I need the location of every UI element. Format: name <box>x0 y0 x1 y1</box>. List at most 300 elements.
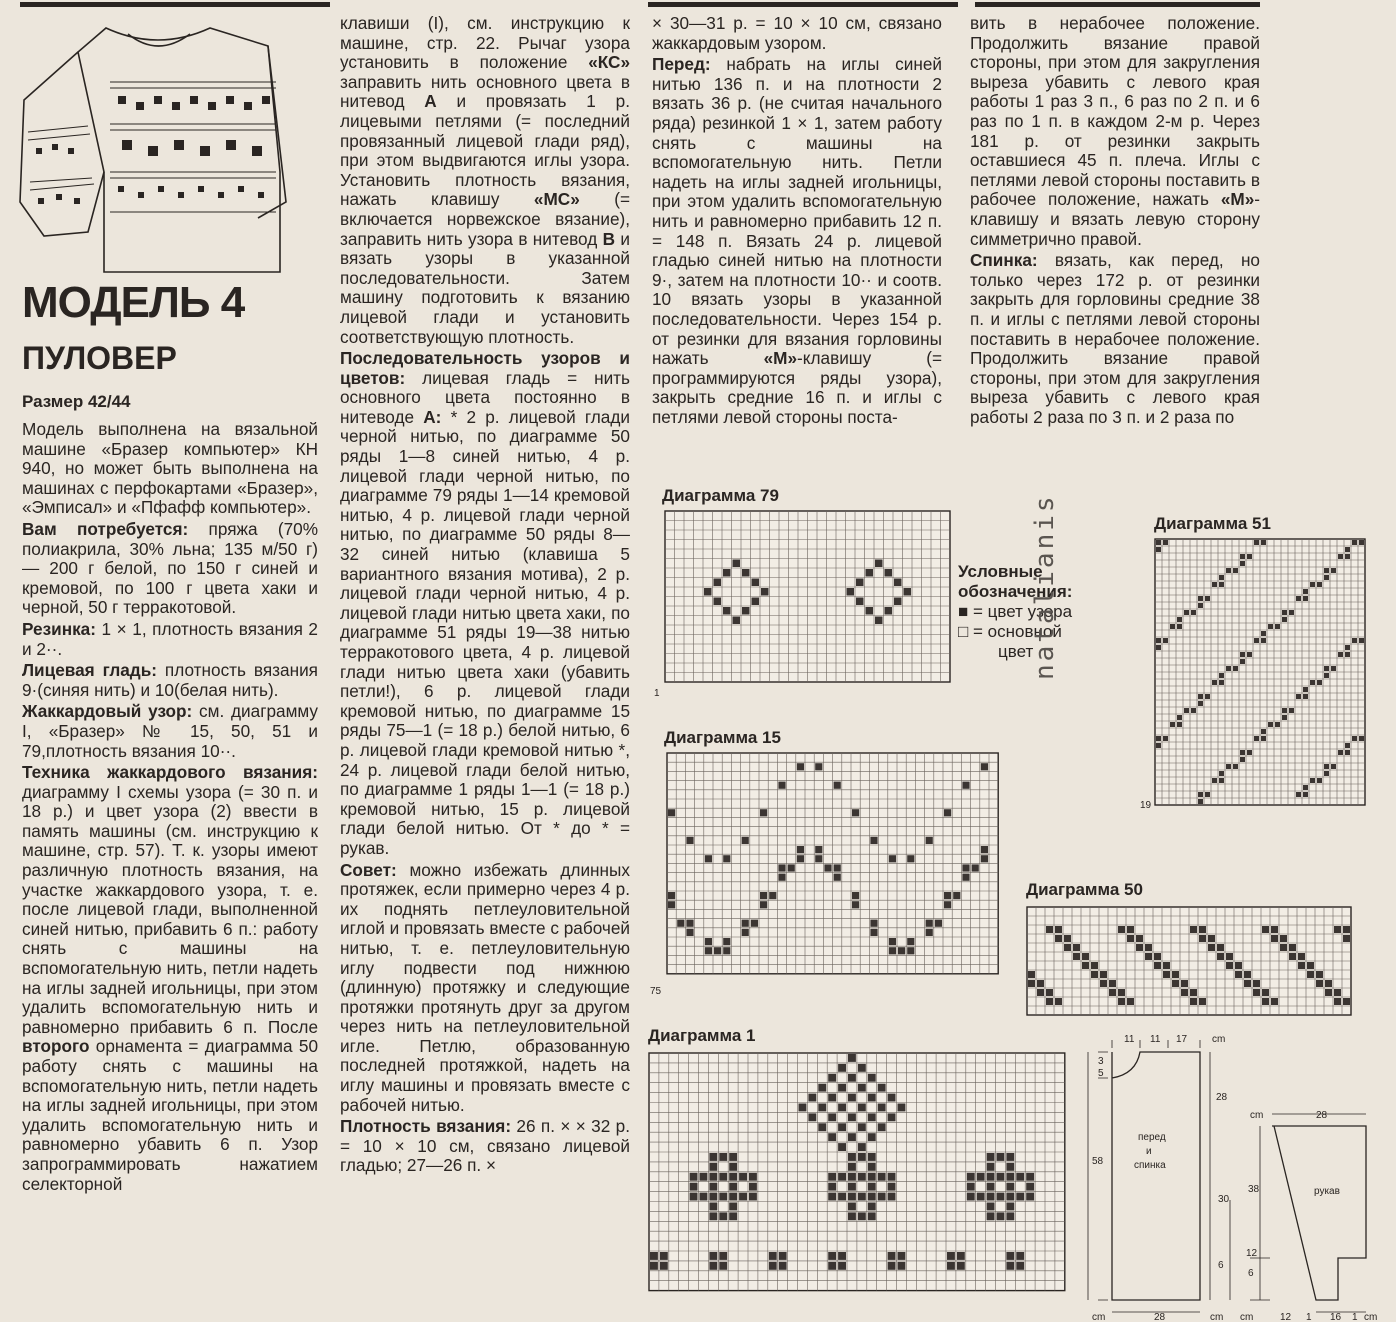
paragraph <box>970 14 1260 249</box>
pattern-cell <box>723 947 730 954</box>
pattern-cell <box>742 837 749 844</box>
pattern-cell <box>1310 778 1315 783</box>
pattern-cell <box>981 763 988 770</box>
diagram-79-grid <box>664 510 951 683</box>
pattern-cell <box>1345 645 1350 650</box>
pattern-cell <box>838 1143 846 1151</box>
pattern-cell <box>1247 652 1252 657</box>
rule-segment <box>975 2 1260 7</box>
pattern-cell <box>1170 624 1175 629</box>
pattern-cell <box>1118 926 1125 933</box>
paragraph <box>340 349 630 858</box>
pattern-cell <box>1181 980 1188 987</box>
pattern-cell <box>828 1262 836 1270</box>
pattern-cell <box>1289 953 1296 960</box>
pattern-cell <box>1352 736 1357 741</box>
pattern-cell <box>997 1153 1005 1161</box>
diagram-1-grid <box>648 1052 1066 1292</box>
dim-11: 11 <box>1124 1034 1135 1045</box>
pattern-cell <box>723 569 731 577</box>
pattern-cell <box>878 1123 886 1131</box>
text-run: диаграмму I схемы узора (= 30 п. и 18 р.) и цвет узора (2) ввести в память машины (см. инструкцию к машине, стр. 57). Т. к. узоры имеют различную плотность вязания, на участке жаккардового узора, т. е. после лицевой глади, выполненной синей нитью, прибавить 6 п.: работу снять с машины на вспомогательную нить, петли надеть на иглы задней игольницы, при этом удалить вспомогательную нить и равномерно прибавить 6 п. После <box>22 781 318 1037</box>
pattern-cell <box>868 1074 876 1082</box>
pattern-cell <box>1343 935 1350 942</box>
pattern-cell <box>779 1252 787 1260</box>
dim-1: 1 <box>1352 1312 1358 1322</box>
pattern-cell <box>944 901 951 908</box>
pattern-cell <box>1199 935 1206 942</box>
pattern-cell <box>987 1173 995 1181</box>
pattern-cell <box>709 1173 717 1181</box>
pattern-cell <box>858 1193 866 1201</box>
text-run: «М» <box>763 348 798 369</box>
paragraph <box>340 861 630 1116</box>
pattern-cell <box>834 782 841 789</box>
pattern-cell <box>858 1123 866 1131</box>
text-run: Перед: <box>652 54 711 75</box>
pattern-cell <box>1324 568 1329 573</box>
pattern-cell <box>848 1113 856 1121</box>
pattern-cell <box>878 1104 886 1112</box>
pattern-cell <box>1037 980 1044 987</box>
pattern-cell <box>828 1094 836 1102</box>
model-title: МОДЕЛЬ 4 <box>22 278 245 327</box>
pattern-cell <box>898 1252 906 1260</box>
text-run: 26 п. × × 32 р. = 10 × 10 см, связано лицевой гладью; 27—26 п. × <box>340 1116 630 1176</box>
pattern-cell <box>1156 638 1161 643</box>
text-run: * 2 р. лицевой глади черной нитью, по диаграмме 50 ряды 1—8 синей нитью, 4 р. лицевой глади черной нитью, по диаграмме 79 ряды 1—14 кремовой нитью, 4 р. лицевой глади черной нитью, по диаграмме 50 ряды 8—32 синей нитью (клавиша 5 вариантного вязания мотива), 2 р. лицевой глади черной нитью, 4 р. лицевой глади нитью цвета хаки, по диаграмме 51 ряды 19—38 нитью терракотового цвета, 4 р. лицевой глади нитью цвета хаки (убавить петли!), 6 р. лицевой глади кремовой нитью, по диаграмме 15 ряды 75—1 (= 18 р.) белой нитью, 6 р. лицевой глади кремовой нитью *, 24 р. лицевой глади белой нитью, по диаграмме 1 ряды 1—1 (= 18 р.) кремовой нитью, 15 р. лицевой глади белой нитью. От * до * = рукав. <box>340 406 630 858</box>
pattern-cell <box>870 837 877 844</box>
pattern-cell <box>838 1193 846 1201</box>
pattern-cell <box>705 855 712 862</box>
pattern-cell <box>1219 575 1224 580</box>
text-run: и провязать 1 р. лицевыми петлями (= последний провязанный лицевой глади ряд), при этом выдвигаются иглы узора. Установить плотность вязания, нажать клавишу <box>340 91 630 210</box>
pattern-cell <box>769 1252 777 1260</box>
pattern-cell <box>650 1252 658 1260</box>
pattern-cell <box>868 1113 876 1121</box>
pattern-cell <box>962 864 969 871</box>
pattern-cell <box>1184 610 1189 615</box>
pattern-cell <box>797 846 804 853</box>
pattern-cell <box>1006 1193 1014 1201</box>
dim-17: 17 <box>1176 1034 1188 1045</box>
pattern-cell <box>1268 624 1273 629</box>
pattern-cell <box>1191 708 1196 713</box>
pattern-cell <box>1296 596 1301 601</box>
pattern-cell <box>848 1133 856 1141</box>
diagram-51-row-label: 19 <box>1140 800 1152 811</box>
dim-28: 28 <box>1216 1092 1228 1103</box>
pattern-cell <box>1359 736 1364 741</box>
dim-28: 28 <box>1154 1312 1166 1322</box>
legend-title: Условные обозначения: <box>958 562 1073 601</box>
pattern-cell <box>1359 540 1364 545</box>
text-run: «МС» <box>533 189 580 210</box>
pattern-cell <box>1233 666 1238 671</box>
pattern-cell <box>838 1252 846 1260</box>
pattern-cell <box>1163 638 1168 643</box>
pattern-cell <box>709 1163 717 1171</box>
pattern-cell <box>1082 953 1089 960</box>
pattern-cell <box>848 1094 856 1102</box>
pattern-cell <box>729 1203 737 1211</box>
pattern-cell <box>926 837 933 844</box>
pattern-cell <box>858 1104 866 1112</box>
pattern-cell <box>898 1104 906 1112</box>
text-run: заправить нить основного цвета в нитевод <box>340 71 630 112</box>
pattern-cell <box>749 1183 757 1191</box>
pattern-cell <box>1254 638 1259 643</box>
pattern-cell <box>858 1084 866 1092</box>
pattern-cell <box>705 947 712 954</box>
pattern-cell <box>1028 971 1035 978</box>
pattern-cell <box>723 855 730 862</box>
pattern-cell <box>686 920 693 927</box>
pattern-cell <box>824 864 831 871</box>
pattern-cell <box>709 1252 717 1260</box>
pattern-cell <box>1261 729 1266 734</box>
pattern-cell <box>818 1104 826 1112</box>
pattern-cell <box>1127 935 1134 942</box>
pattern-cell <box>1006 1252 1014 1260</box>
top-rule <box>0 0 1396 8</box>
pattern-cell <box>1338 750 1343 755</box>
pattern-cell <box>1338 652 1343 657</box>
pattern-cell <box>797 855 804 862</box>
text-run: 1 × 1, плотность вязания 2 и 2··. <box>22 618 318 659</box>
paragraph <box>652 14 942 53</box>
pattern-cell <box>709 1203 717 1211</box>
pattern-cell <box>858 1143 866 1151</box>
garment-schematic <box>1080 1030 1380 1322</box>
pattern-cell <box>709 1153 717 1161</box>
pattern-cell <box>878 1193 886 1201</box>
pattern-cell <box>838 1084 846 1092</box>
pattern-cell <box>947 1252 955 1260</box>
pattern-cell <box>760 901 767 908</box>
pattern-cell <box>1280 935 1287 942</box>
pattern-cell <box>668 901 675 908</box>
pattern-cell <box>1205 694 1210 699</box>
pattern-cell <box>1303 785 1308 790</box>
pattern-cell <box>1334 998 1341 1005</box>
pattern-cell <box>1303 589 1308 594</box>
pattern-cell <box>1190 989 1197 996</box>
pattern-cell <box>1100 980 1107 987</box>
pattern-cell <box>1338 554 1343 559</box>
pattern-cell <box>729 1183 737 1191</box>
paragraph <box>22 420 318 518</box>
front-label: и <box>1146 1146 1152 1157</box>
pattern-cell <box>870 920 877 927</box>
pattern-cell <box>668 892 675 899</box>
pattern-cell <box>650 1262 658 1270</box>
pattern-cell <box>1345 652 1350 657</box>
pattern-cell <box>1307 962 1314 969</box>
pattern-cell <box>888 1262 896 1270</box>
pattern-cell <box>739 1173 747 1181</box>
paragraph <box>22 702 318 761</box>
legend <box>958 562 1098 662</box>
paragraph <box>22 520 318 618</box>
pattern-cell <box>709 1183 717 1191</box>
pattern-cell <box>926 920 933 927</box>
pattern-cell <box>1310 582 1315 587</box>
pattern-cell <box>1073 944 1080 951</box>
pattern-cell <box>1190 998 1197 1005</box>
pattern-cell <box>967 1183 975 1191</box>
pattern-cell <box>868 1153 876 1161</box>
pattern-cell <box>1247 750 1252 755</box>
dim-cm: cm <box>1092 1312 1106 1322</box>
pattern-cell <box>889 938 896 945</box>
pattern-cell <box>815 855 822 862</box>
pattern-cell <box>815 763 822 770</box>
pattern-cell <box>885 607 893 615</box>
text-run: Плотность вязания: <box>340 1116 512 1137</box>
pattern-cell <box>828 1074 836 1082</box>
text-run: В <box>602 228 616 249</box>
diagram-79-title: Диаграмма 79 <box>662 486 779 505</box>
pattern-cell <box>1261 638 1266 643</box>
pattern-cell <box>848 1163 856 1171</box>
pattern-cell <box>1055 935 1062 942</box>
pattern-cell <box>1156 547 1161 552</box>
dim-1: 1 <box>1306 1312 1312 1322</box>
model-subtitle: ПУЛОВЕР <box>22 340 177 376</box>
text-run: А <box>424 91 437 112</box>
pattern-cell <box>838 1104 846 1112</box>
pattern-cell <box>1046 926 1053 933</box>
pattern-cell <box>848 1074 856 1082</box>
pattern-cell <box>1136 944 1143 951</box>
pattern-cell <box>818 1123 826 1131</box>
pattern-cell <box>1154 953 1161 960</box>
pattern-cell <box>799 1104 807 1112</box>
pattern-cell <box>1261 736 1266 741</box>
pattern-cell <box>1177 624 1182 629</box>
pattern-cell <box>856 598 864 606</box>
pattern-cell <box>686 837 693 844</box>
pattern-cell <box>1145 944 1152 951</box>
pattern-cell <box>668 809 675 816</box>
pattern-cell <box>888 1193 896 1201</box>
pattern-cell <box>1325 989 1332 996</box>
pattern-cell <box>797 763 804 770</box>
pattern-cell <box>981 846 988 853</box>
paragraph <box>652 55 942 427</box>
pattern-cell <box>856 579 864 587</box>
pattern-cell <box>962 782 969 789</box>
pattern-cell <box>1282 708 1287 713</box>
text-run: вить в нерабочее положение. Продолжить вязание правой стороны, при этом для закругления выреза убавить с левого края работы 1 раз 3 п., 6 раз по 2 п. и 6 раз по 1 п. в каждом 2-м р. Через 181 р. от резинки закрыть оставшиеся 45 п. плеча. Иглы с петлями левой стороны поставить в рабочее положение, нажать <box>970 13 1260 210</box>
pattern-cell <box>889 947 896 954</box>
pattern-cell <box>788 864 795 871</box>
pattern-cell <box>723 607 731 615</box>
text-run: -клавишу (= программируются ряды узора), закрыть средние 16 п. и иглы с петлями левой стороны поста- <box>652 348 942 427</box>
pattern-cell <box>1226 764 1231 769</box>
pattern-cell <box>760 809 767 816</box>
pattern-cell <box>1359 638 1364 643</box>
diagram-15-row-label: 75 <box>650 986 662 997</box>
pattern-cell <box>1026 1193 1034 1201</box>
text-run: «КС» <box>588 52 630 73</box>
pattern-cell <box>1235 971 1242 978</box>
text-column-3 <box>652 14 942 429</box>
pattern-cell <box>1055 926 1062 933</box>
text-column-2 <box>340 14 630 1178</box>
pattern-cell <box>1261 631 1266 636</box>
pattern-cell <box>733 560 741 568</box>
pattern-cell <box>828 1183 836 1191</box>
pattern-cell <box>868 1163 876 1171</box>
pattern-cell <box>1289 708 1294 713</box>
pattern-cell <box>1280 944 1287 951</box>
pattern-cell <box>1268 722 1273 727</box>
pattern-cell <box>1226 953 1233 960</box>
pattern-cell <box>729 1193 737 1201</box>
pattern-cell <box>875 617 883 625</box>
pattern-cell <box>677 920 684 927</box>
pattern-cell <box>1233 568 1238 573</box>
pattern-cell <box>1316 980 1323 987</box>
pattern-cell <box>714 598 722 606</box>
pattern-cell <box>987 1163 995 1171</box>
dim-5: 5 <box>1098 1068 1104 1079</box>
pattern-cell <box>1324 764 1329 769</box>
pattern-cell <box>907 855 914 862</box>
pattern-cell <box>1271 998 1278 1005</box>
pattern-cell <box>1324 673 1329 678</box>
text-run: орнамента = диаграмма 50 работу снять с машины на вспомогательную нить, петли надеть на иглы задней игольницы, при этом удалить вспомогательную нить и равномерно убавить 6 п. Узор запрограммировать нажатием селекторной <box>22 1036 318 1194</box>
pattern-cell <box>1345 547 1350 552</box>
pattern-cell <box>1325 980 1332 987</box>
pattern-cell <box>690 1193 698 1201</box>
pattern-cell <box>714 947 721 954</box>
text-run: и вязать узоры в указанной последовательности. Затем машину подготовить к вязанию лицевой глади и установить соответствующую плотность. <box>340 228 630 347</box>
pattern-cell <box>729 1163 737 1171</box>
dim-3: 3 <box>1098 1056 1104 1067</box>
pattern-cell <box>719 1212 727 1220</box>
pattern-cell <box>858 1212 866 1220</box>
pattern-cell <box>838 1064 846 1072</box>
pattern-cell <box>1219 778 1224 783</box>
pattern-cell <box>987 1153 995 1161</box>
text-run: Резинка: <box>22 618 96 639</box>
pattern-cell <box>1334 989 1341 996</box>
pattern-cell <box>1109 980 1116 987</box>
pattern-cell <box>1226 568 1231 573</box>
pattern-cell <box>1316 971 1323 978</box>
pattern-cell <box>944 892 951 899</box>
pattern-cell <box>752 598 760 606</box>
text-column-1 <box>22 420 318 1196</box>
pattern-cell <box>660 1252 668 1260</box>
pattern-cell <box>1352 540 1357 545</box>
pattern-cell <box>847 588 855 596</box>
text-column-4 <box>970 14 1260 429</box>
pattern-cell <box>1317 680 1322 685</box>
pattern-cell <box>690 1183 698 1191</box>
pattern-cell <box>834 874 841 881</box>
pattern-cell <box>838 1262 846 1270</box>
text-run: можно избежать длинных протяжек, если примерно через 4 р. их поднять петлеуловительной иглой и провязать вместе с рабочей нитью, т. е. петлеуловительную иглу подвести под нижнюю (длинную) протяжку и следующие протяжки протянуть друг за другом через нить на петлеуловительной игле. Петлю, образованную последней протяжкой, надеть на иглу машины и провязать вместе с рабочей нитью. <box>340 859 630 1115</box>
pattern-cell <box>752 579 760 587</box>
pattern-cell <box>868 1203 876 1211</box>
pattern-cell <box>1324 666 1329 671</box>
front-label: перед <box>1138 1132 1166 1143</box>
pattern-cell <box>957 1262 965 1270</box>
pattern-cell <box>1271 926 1278 933</box>
pattern-cell <box>1331 666 1336 671</box>
pattern-cell <box>870 929 877 936</box>
pattern-cell <box>1282 715 1287 720</box>
pattern-cell <box>962 874 969 881</box>
pattern-cell <box>997 1212 1005 1220</box>
pattern-cell <box>729 1173 737 1181</box>
dim-28: 28 <box>1316 1110 1328 1121</box>
pattern-cell <box>987 1183 995 1191</box>
pattern-cell <box>1156 743 1161 748</box>
pattern-cell <box>1298 962 1305 969</box>
pattern-cell <box>1240 561 1245 566</box>
pattern-cell <box>690 1173 698 1181</box>
pattern-cell <box>1289 610 1294 615</box>
pattern-cell <box>868 1094 876 1102</box>
text-run: Жаккардовый узор: <box>22 701 193 722</box>
text-run: (= включается норвежское вязание), заправить нить узора в нитевод <box>340 189 630 249</box>
pattern-cell <box>888 1173 896 1181</box>
text-run: клавиши (I), см. инструкцию к машине, стр. 22. Рычаг узора установить в положение <box>340 13 630 73</box>
pattern-cell <box>1303 792 1308 797</box>
rule-segment <box>20 2 330 7</box>
text-run: «М» <box>1220 189 1255 210</box>
pattern-cell <box>739 1193 747 1201</box>
pattern-cell <box>904 588 912 596</box>
pattern-cell <box>1233 764 1238 769</box>
pattern-cell <box>997 1173 1005 1181</box>
pattern-cell <box>1198 694 1203 699</box>
pattern-cell <box>1240 554 1245 559</box>
pattern-cell <box>858 1064 866 1072</box>
pattern-cell <box>1006 1153 1014 1161</box>
pattern-cell <box>1118 989 1125 996</box>
size-label: Размер 42/44 <box>22 392 131 411</box>
pattern-cell <box>714 579 722 587</box>
pattern-cell <box>1298 953 1305 960</box>
pattern-cell <box>1307 971 1314 978</box>
pattern-cell <box>1198 596 1203 601</box>
dim-cm: cm <box>1240 1312 1254 1322</box>
pattern-cell <box>1006 1173 1014 1181</box>
pattern-cell <box>894 579 902 587</box>
dim-6: 6 <box>1248 1268 1254 1279</box>
pattern-cell <box>935 920 942 927</box>
front-label: спинка <box>1134 1160 1166 1171</box>
pattern-cell <box>1253 989 1260 996</box>
pattern-cell <box>1317 582 1322 587</box>
pattern-cell <box>1026 1183 1034 1191</box>
pattern-cell <box>944 809 951 816</box>
diagram-1-title: Диаграмма 1 <box>648 1026 756 1045</box>
pattern-cell <box>1310 680 1315 685</box>
pattern-cell <box>967 1173 975 1181</box>
text-run: Модель выполнена на вязальной машине «Бразер компьютер» КН 940, но может быть выполнена на машинах с перфокартами «Бразер», «Эмписал» и «Пфафф компьютер». <box>22 419 318 518</box>
pattern-cell <box>1136 935 1143 942</box>
pattern-cell <box>977 1173 985 1181</box>
pattern-cell <box>828 1252 836 1260</box>
text-run: Техника жаккардового вязания: <box>22 762 318 783</box>
